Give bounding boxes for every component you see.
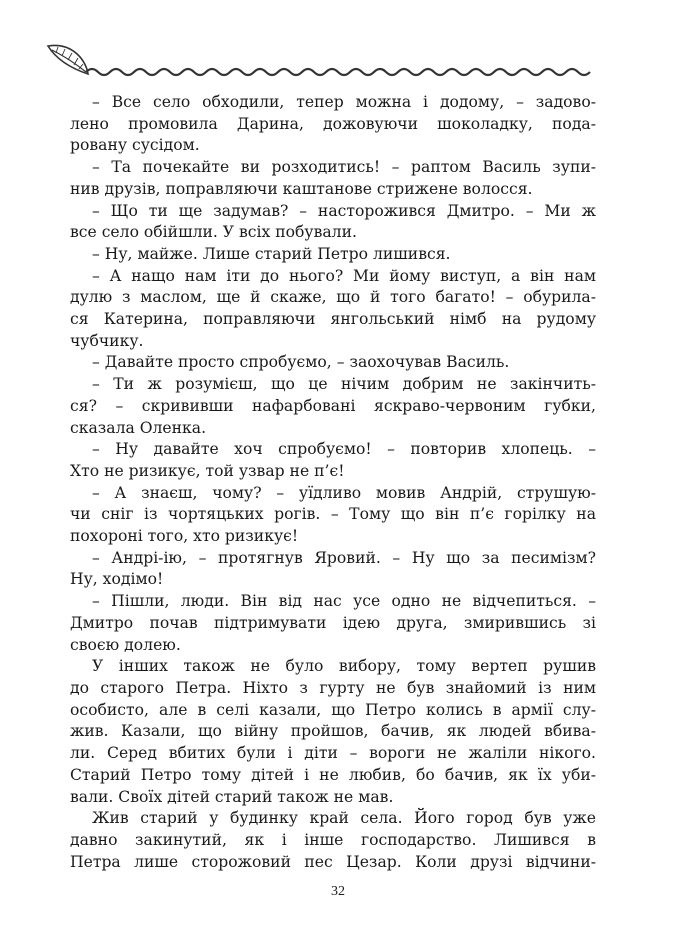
text-line: особисто, але в селі казали, що Петро колись в армії слу-: [70, 700, 596, 719]
text-line: – Давайте просто спробуємо, – заохочував Василь.: [92, 353, 510, 372]
text-line: У інших також не було вибору, тому вертеп рушив: [92, 657, 596, 676]
text-line: нив друзів, поправляючи каштанове стрижене волосся.: [70, 179, 533, 198]
text-line: ся? – скрививши нафарбовані яскраво-червоним губки,: [70, 396, 596, 415]
text-line: Ну, ходімо!: [70, 570, 164, 589]
text-line: – Ну давайте хоч спробуємо! – повторив хлопець. –: [92, 440, 596, 459]
text-line: ся Катерина, поправляючи янгольський німб на рудому: [70, 310, 596, 329]
text-line: – Та почекайте ви розходитись! – раптом Василь зупи-: [92, 158, 596, 177]
text-line: похороні того, хто ризикує!: [70, 527, 299, 546]
text-line: – А знаєш, чому? – уїдливо мовив Андрій, струшую-: [92, 483, 596, 502]
text-line: – А нащо нам іти до нього? Ми йому виступ, а він нам: [92, 266, 596, 285]
text-line: дулю з маслом, ще й скаже, що й того багато! – обурила-: [70, 288, 596, 307]
text-line: ли. Серед вбитих були і діти – вороги не жаліли нікого.: [70, 744, 596, 763]
text-line: все село обійшли. У всіх побували.: [70, 223, 357, 242]
text-line: Старий Петро тому дітей і не любив, бо бачив, як їх уби-: [70, 765, 596, 784]
text-line: жив. Казали, що війну пройшов, бачив, як людей вбива-: [70, 722, 596, 741]
wave-line: [86, 69, 590, 75]
text-line: чубчику.: [70, 331, 144, 350]
text-line: вали. Своїх дітей старий також не мав.: [70, 787, 394, 806]
text-line: Жив старий у будинку край села. Його город був уже: [92, 809, 596, 828]
text-line: – Все село обходили, тепер можна і додому, – задово-: [92, 93, 596, 111]
text-line: лено промовила Дарина, дожовуючи шоколадку, пода-: [70, 114, 596, 133]
text-line: – Ну, майже. Лише старий Петро лишився.: [92, 244, 451, 263]
text-line: – Ти ж розумієш, що це нічим добрим не закінчить-: [92, 375, 596, 394]
page-number: 32: [331, 884, 345, 899]
text-line: до старого Петра. Ніхто з гурту не був знайомий із ним: [70, 678, 596, 697]
text-line: ровану сусідом.: [70, 136, 200, 155]
text-line: Дмитро почав підтримувати ідею друга, змирившись зі: [70, 613, 596, 632]
feather-wave-ornament-icon: [42, 38, 602, 84]
text-line: Петра лише сторожовий пес Цезар. Коли друзі відчини-: [70, 852, 596, 871]
text-line: своєю долею.: [70, 635, 181, 654]
text-line: Хто не ризикує, той узвар не п’є!: [70, 461, 345, 480]
text-line: – Пішли, люди. Він від нас усе одно не відчепиться. –: [92, 592, 596, 611]
text-line: – Що ти ще задумав? – насторожився Дмитро. – Ми ж: [92, 201, 596, 220]
text-line: чи сніг із чортяцьких рогів. – Тому що він п’є горілку на: [70, 505, 596, 524]
text-line: давно закинутий, як і інше господарство. Лишився в: [70, 830, 596, 849]
text-line: – Андрі-ію, – протягнув Яровий. – Ну що за песимізм?: [92, 548, 596, 567]
text-line: сказала Оленка.: [70, 418, 207, 437]
page-body-text: [70, 92, 596, 873]
